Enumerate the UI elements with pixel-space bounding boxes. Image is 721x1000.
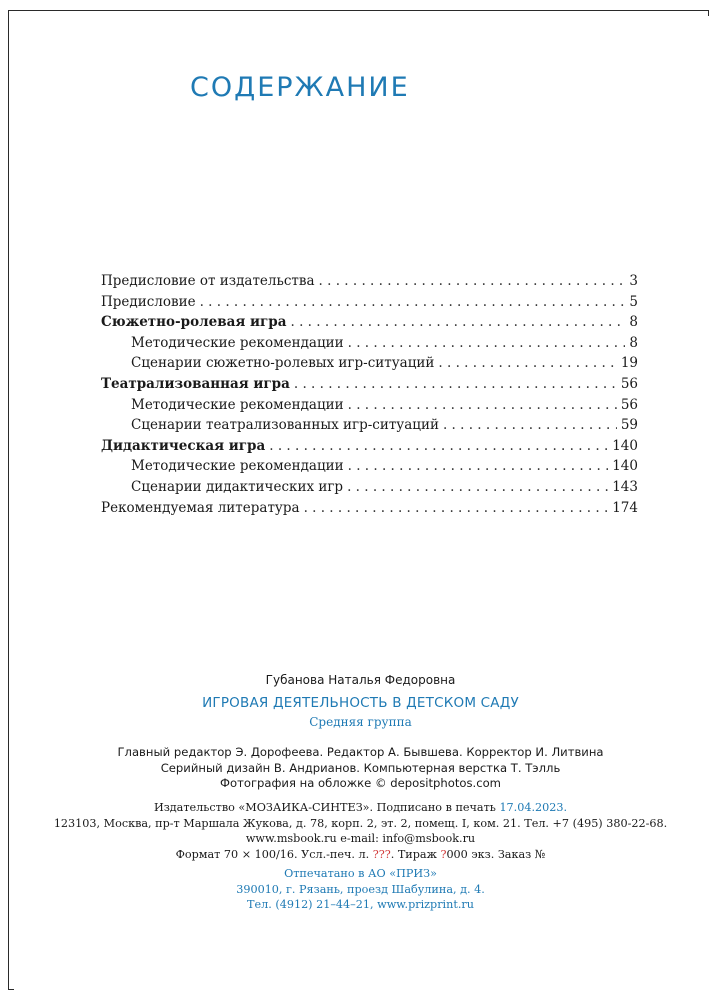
toc-entry-sub[interactable] [101, 417, 638, 438]
toc-dot-leader [319, 273, 626, 289]
toc-dot-leader [438, 355, 616, 371]
crop-mark [8, 989, 14, 990]
toc-dot-leader [304, 500, 609, 516]
toc-entry-page: 8 [629, 334, 638, 351]
toc-entry-section[interactable] [101, 314, 638, 335]
crop-mark [708, 10, 709, 16]
credits-block [0, 745, 721, 792]
toc-entry-label: Предисловие от издательства [101, 273, 315, 289]
toc-entry-page: 59 [620, 417, 638, 434]
format-line [0, 847, 721, 863]
toc-entry-page: 56 [620, 375, 638, 392]
toc-dot-leader [291, 314, 626, 330]
credits-line: Главный редактор Э. Дорофеева. Редактор А. Бывшева. Корректор И. Литвина [117, 745, 604, 759]
toc-entry-label: Методические рекомендации [131, 396, 344, 413]
toc-dot-leader [348, 397, 617, 413]
toc-entry-label: Предисловие [101, 293, 196, 310]
toc-entry-sub[interactable] [101, 479, 638, 500]
toc-dot-leader [347, 479, 608, 495]
toc-entry-page: 56 [620, 396, 638, 413]
format-text: Формат 70 × 100/16. Усл.-печ. л. [175, 847, 373, 861]
toc-entry-label: Сценарии сюжетно-ролевых игр-ситуаций [131, 355, 435, 372]
toc-title: СОДЕРЖАНИЕ [190, 72, 410, 103]
author-name: Губанова Наталья Федоровна [265, 673, 456, 687]
toc-entry-label: Сценарии дидактических игр [131, 478, 344, 495]
toc-dot-leader [294, 376, 617, 392]
print-run-placeholder: ? [440, 847, 447, 861]
credits-line: Фотография на обложке © depositphotos.com [220, 776, 501, 790]
toc-entry-label: Методические рекомендации [131, 458, 344, 475]
printer-contacts: Тел. (4912) 21–44–21, www.prizprint.ru [247, 898, 474, 911]
table-of-contents [101, 273, 638, 520]
print-run-label: . Тираж [390, 847, 441, 861]
toc-entry[interactable] [101, 273, 638, 294]
toc-entry-label: Сюжетно-ролевая игра [101, 314, 287, 331]
toc-dot-leader [348, 335, 626, 351]
printed-sheets-placeholder: ??? [372, 847, 391, 861]
print-run-text: 000 экз. Заказ № [446, 847, 546, 861]
publisher-line [0, 800, 721, 816]
toc-entry-sub[interactable] [101, 335, 638, 356]
book-subtitle: Средняя группа [309, 715, 412, 729]
toc-entry-label: Дидактическая игра [101, 437, 266, 454]
toc-entry-sub[interactable] [101, 458, 638, 479]
toc-entry-page: 143 [612, 478, 638, 495]
publisher-contacts: www.msbook.ru e-mail: info@msbook.ru [245, 832, 476, 845]
toc-entry[interactable] [101, 294, 638, 315]
printer-address: 390010, г. Рязань, проезд Шабулина, д. 4. [236, 882, 485, 896]
toc-entry-label: Театрализованная игра [101, 375, 290, 392]
toc-entry-page: 140 [612, 437, 638, 454]
toc-dot-leader [348, 458, 609, 474]
toc-entry[interactable] [101, 500, 638, 521]
printer-block [0, 866, 721, 913]
toc-entry-section[interactable] [101, 438, 638, 459]
book-title: ИГРОВАЯ ДЕЯТЕЛЬНОСТЬ В ДЕТСКОМ САДУ [202, 695, 519, 711]
toc-entry-page: 174 [612, 499, 638, 516]
toc-entry-sub[interactable] [101, 397, 638, 418]
toc-entry-page: 140 [612, 458, 638, 475]
publisher-address: 123103, Москва, пр-т Маршала Жукова, д. 78, корп. 2, эт. 2, помещ. I, ком. 21. Тел. +7 (495) 380-22-68. [53, 816, 668, 830]
toc-entry-page: 19 [620, 355, 638, 372]
toc-entry-section[interactable] [101, 376, 638, 397]
toc-entry-page: 5 [629, 293, 638, 310]
credits-line: Серийный дизайн В. Андрианов. Компьютерная верстка Т. Тэлль [160, 760, 561, 775]
toc-entry-label: Рекомендуемая литература [101, 499, 300, 516]
printer-line: Отпечатано в АО «ПРИЗ» [284, 867, 437, 880]
toc-dot-leader [269, 438, 608, 454]
toc-dot-leader [443, 417, 617, 433]
toc-entry-sub[interactable] [101, 355, 638, 376]
publisher-name-text: Издательство «МОЗАИКА-СИНТЕЗ». Подписано в печать [153, 801, 500, 814]
print-date: 17.04.2023. [499, 801, 568, 814]
toc-entry-page: 8 [629, 314, 638, 331]
toc-entry-label: Методические рекомендации [131, 334, 344, 351]
publisher-block [0, 800, 721, 862]
toc-dot-leader [200, 294, 626, 310]
toc-entry-page: 3 [629, 273, 638, 289]
toc-entry-label: Сценарии театрализованных игр-ситуаций [131, 417, 439, 434]
